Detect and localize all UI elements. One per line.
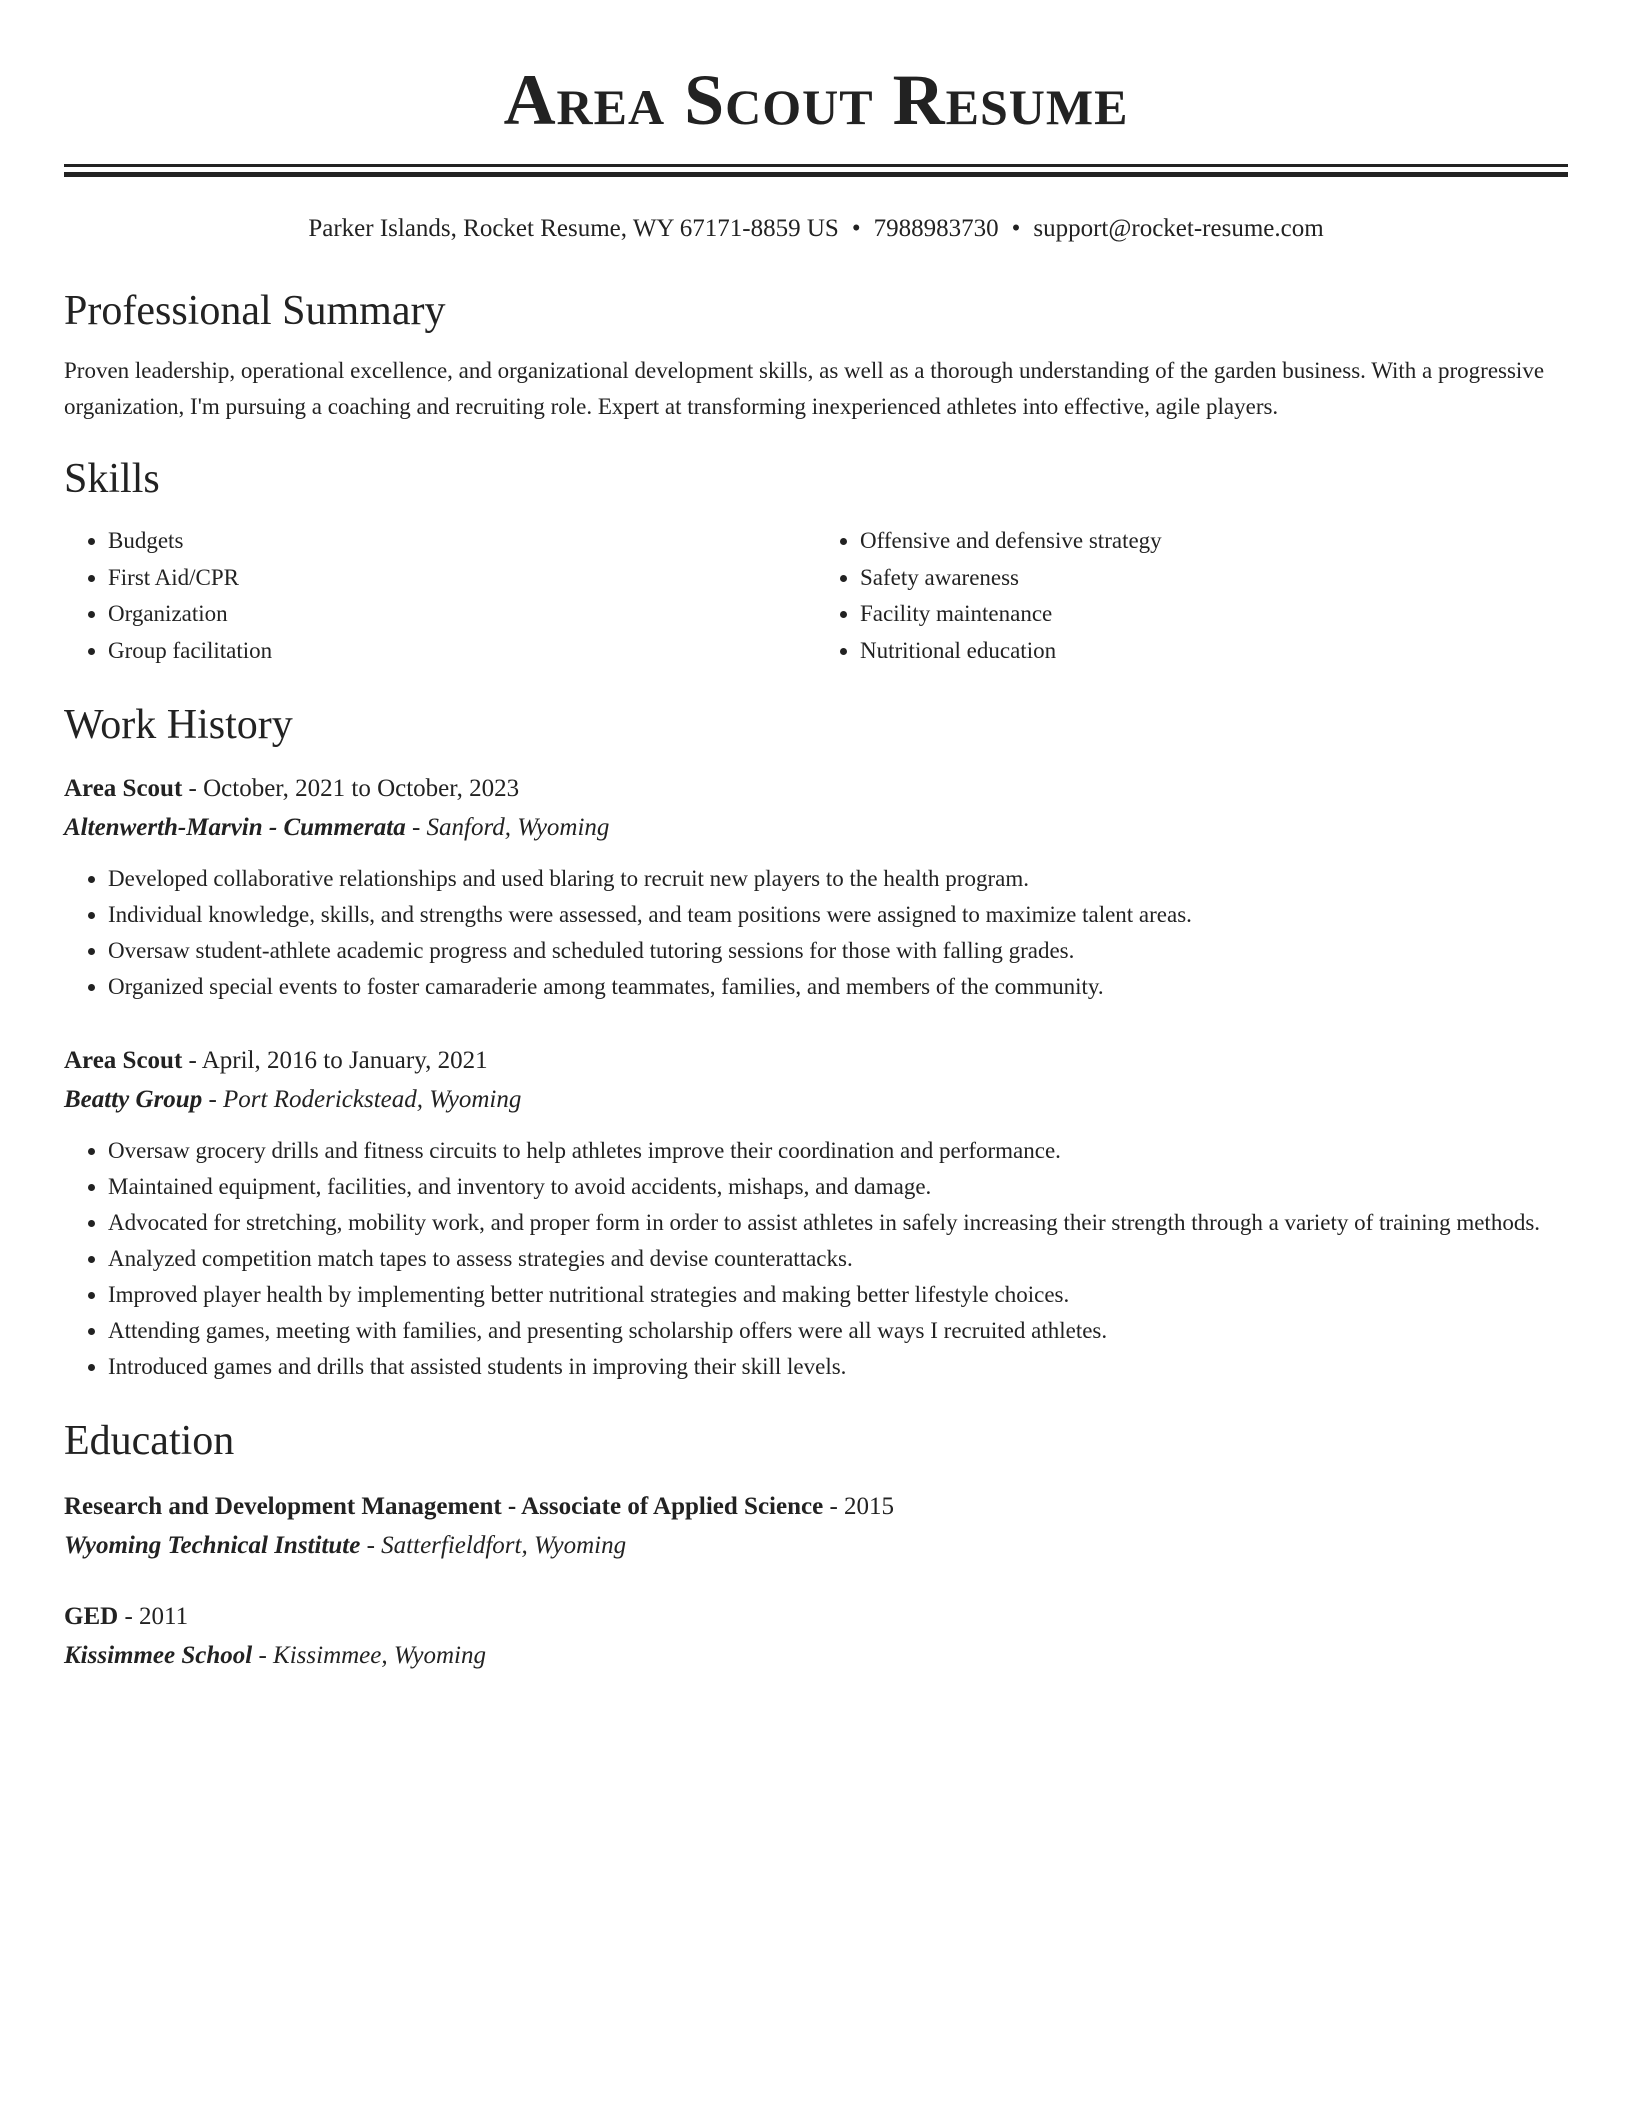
education-school: Wyoming Technical Institute: [64, 1532, 361, 1559]
job-title: Area Scout: [64, 1047, 183, 1074]
title-divider-bottom: [64, 172, 1568, 177]
job-entry: [64, 1041, 1568, 1385]
job-bullet: • Developed collaborative relationships and used blaring to recruit new players to the health program.: [108, 861, 1568, 897]
job-dates: - April, 2016 to January, 2021: [182, 1047, 488, 1074]
job-bullet: • Oversaw grocery drills and fitness circuits to help athletes improve their coordination and performance.: [108, 1133, 1568, 1169]
education-location: - Kissimmee, Wyoming: [252, 1642, 486, 1669]
education-entry: [64, 1597, 1568, 1675]
education-header: [64, 1487, 1568, 1526]
education-degree: GED: [64, 1603, 119, 1630]
job-bullet: • Introduced games and drills that assisted students in improving their skill levels.: [108, 1349, 1568, 1385]
job-company: Altenwerth-Marvin - Cummerata: [64, 814, 406, 841]
education-degree: Research and Development Management - Associate of Applied Science: [64, 1493, 824, 1520]
job-title: Area Scout: [64, 775, 183, 802]
job-bullet: • Individual knowledge, skills, and strengths were assessed, and team positions were assigned to maximize talent areas.: [108, 897, 1568, 933]
skill-item: • Facility maintenance: [860, 596, 1568, 633]
job-location: - Sanford, Wyoming: [405, 814, 610, 841]
contact-phone: 7988983730: [873, 215, 999, 242]
education-location: - Satterfieldfort, Wyoming: [360, 1532, 627, 1559]
skills-list: [64, 523, 1568, 669]
page-title: Area Scout Resume: [503, 60, 1129, 140]
skill-item: • Safety awareness: [860, 560, 1568, 597]
education-school-line: [64, 1636, 1568, 1675]
work-history-heading: Work History: [64, 702, 293, 748]
job-bullet: • Organized special events to foster camaraderie among teammates, families, and members of the community.: [108, 969, 1568, 1005]
job-employer: [64, 808, 1568, 847]
education-entry: [64, 1487, 1568, 1565]
job-company: Beatty Group: [64, 1086, 203, 1113]
job-header: [64, 1041, 1568, 1080]
skills-heading: Skills: [64, 456, 160, 502]
job-bullets: [64, 1133, 1568, 1385]
skill-item: • Group facilitation: [108, 633, 816, 670]
skills-column-right: [816, 523, 1568, 669]
job-bullets: [64, 861, 1568, 1005]
job-bullet: • Analyzed competition match tapes to assess strategies and devise counterattacks.: [108, 1241, 1568, 1277]
title-divider-top: [64, 164, 1568, 167]
summary-heading: Professional Summary: [64, 288, 446, 334]
job-header: [64, 769, 1568, 808]
education-year: - 2015: [823, 1493, 895, 1520]
skill-item: • Offensive and defensive strategy: [860, 523, 1568, 560]
contact-line: [64, 213, 1568, 245]
skill-item: • Organization: [108, 596, 816, 633]
job-location: - Port Roderickstead, Wyoming: [202, 1086, 522, 1113]
education-school: Kissimmee School: [64, 1642, 253, 1669]
skill-item: • Nutritional education: [860, 633, 1568, 670]
skill-item: • First Aid/CPR: [108, 560, 816, 597]
summary-text: Proven leadership, operational excellence, and organizational development skills, as well as a thorough understanding of the garden business. With a progressive organization, I'm pursuing a coaching and recruiting role. Expert at transforming inexperienced athletes into effective, agile players.: [64, 358, 1545, 419]
contact-email[interactable]: support@rocket-resume.com: [1033, 215, 1324, 242]
education-school-line: [64, 1526, 1568, 1565]
job-bullet: • Improved player health by implementing better nutritional strategies and making better lifestyle choices.: [108, 1277, 1568, 1313]
job-bullet: • Attending games, meeting with families, and presenting scholarship offers were all ways I recruited athletes.: [108, 1313, 1568, 1349]
job-entry: [64, 769, 1568, 1005]
skill-item: • Budgets: [108, 523, 816, 560]
education-heading: Education: [64, 1418, 235, 1464]
education-year: - 2011: [118, 1603, 189, 1630]
contact-address: Parker Islands, Rocket Resume, WY 67171-8859 US: [308, 215, 839, 242]
contact-separator: •: [1011, 215, 1021, 242]
job-bullet: • Advocated for stretching, mobility work, and proper form in order to assist athletes in safely increasing their strength through a variety of training methods.: [108, 1205, 1568, 1241]
skills-column-left: [64, 523, 816, 669]
job-employer: [64, 1080, 1568, 1119]
job-bullet: • Maintained equipment, facilities, and inventory to avoid accidents, mishaps, and damage.: [108, 1169, 1568, 1205]
job-bullet: • Oversaw student-athlete academic progress and scheduled tutoring sessions for those with falling grades.: [108, 933, 1568, 969]
job-dates: - October, 2021 to October, 2023: [182, 775, 520, 802]
contact-separator: •: [851, 215, 861, 242]
education-header: [64, 1597, 1568, 1636]
